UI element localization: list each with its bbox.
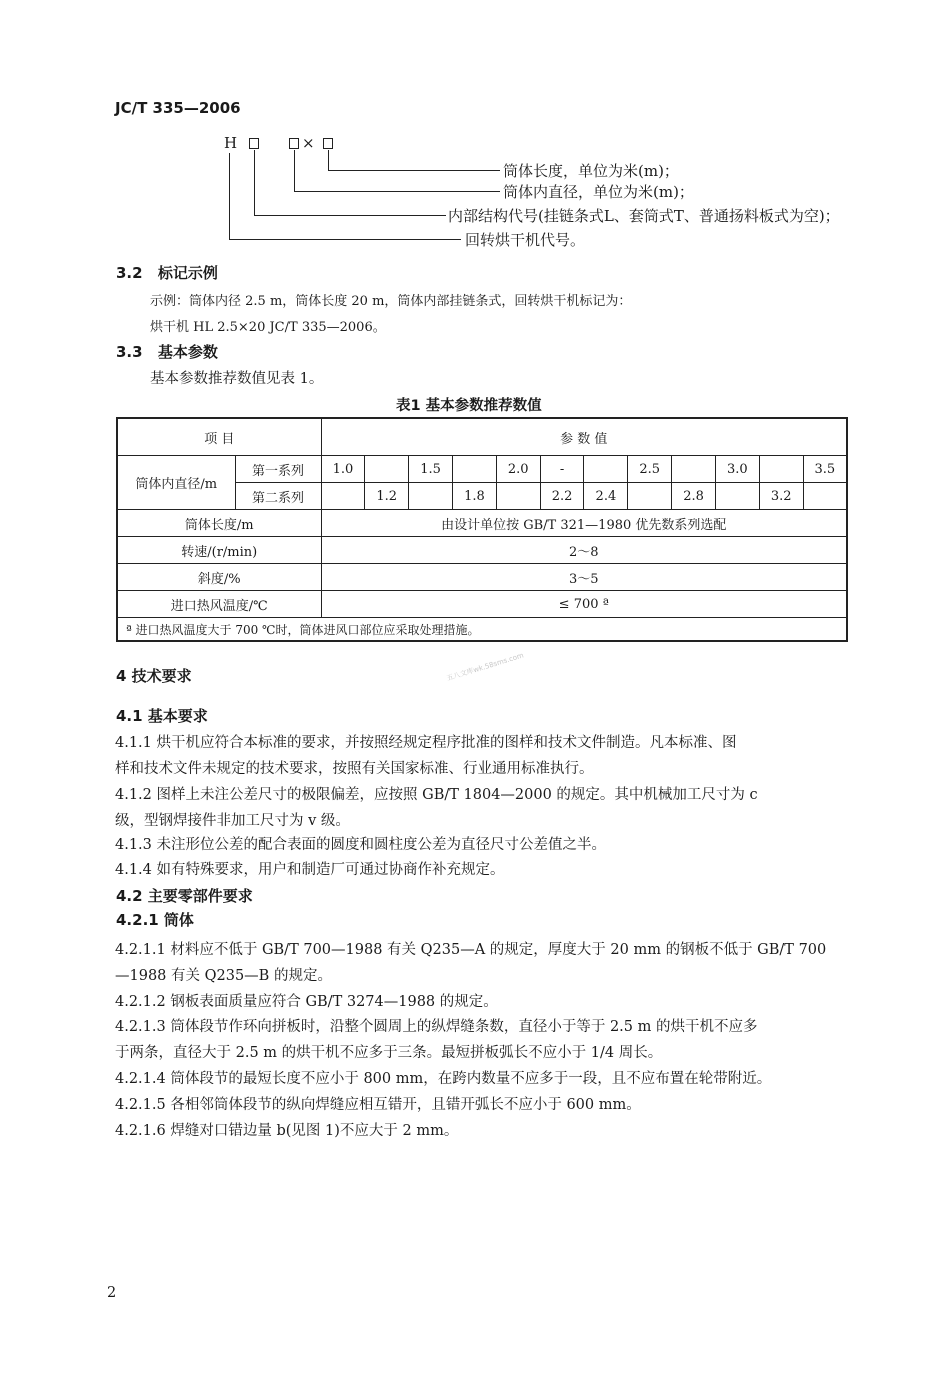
section-4-2-1-heading: 4.2.1 筒体 <box>116 911 194 929</box>
diagram-label-length: 筒体长度，单位为米(m)； <box>503 162 679 180</box>
table-header-value: 参 数 值 <box>321 418 847 456</box>
paragraph-line: 4.2.1.3 筒体段节作环向拼板时，沿整个圆周上的纵焊缝条数，直径小于等于 2.5 m 的烘干机不应多 <box>115 1019 758 1035</box>
paragraph-line: 级，型钢焊接件非加工尺寸为 v 级。 <box>115 813 350 829</box>
paragraph-line: 4.2.1.1 材料应不低于 GB/T 700—1988 有关 Q235—A 的规定，厚度大于 20 mm 的钢板不低于 GB/T 700 <box>115 942 827 958</box>
series2-cell <box>409 483 453 510</box>
series1-cell: - <box>540 456 584 483</box>
paragraph-line: —1988 有关 Q235—B 的规定。 <box>115 968 332 984</box>
series1-cell: 3.0 <box>715 456 759 483</box>
row-label-speed: 转速/(r/min) <box>117 537 321 564</box>
series1-label: 第一系列 <box>235 456 321 483</box>
diagram-cross: × <box>302 134 315 152</box>
section-number: 3.3 <box>116 343 143 361</box>
series1-cell: 2.5 <box>628 456 672 483</box>
series1-cell: 2.0 <box>496 456 540 483</box>
watermark: 五八文库wk.58sms.com <box>445 651 525 683</box>
series1-cell <box>759 456 803 483</box>
diagram-label-structure: 内部结构代号(挂链条式L、套筒式T、普通扬料板式为空)； <box>448 207 840 225</box>
section-4-1-heading: 4.1 基本要求 <box>116 707 208 725</box>
parameters-table <box>116 417 848 642</box>
row-label-slope: 斜度/% <box>117 564 321 591</box>
diagram-leader <box>254 150 255 216</box>
diagram-box-length <box>323 138 333 149</box>
paragraph-4-2-1-4: 4.2.1.4 筒体段节的最短长度不应小于 800 mm，在跨内数量不应多于一段，且不应布置在轮带附近。 <box>115 1071 772 1087</box>
section-number: 3.2 <box>116 264 143 282</box>
diagram-leader <box>254 215 446 216</box>
diagram-box-structure <box>249 138 259 149</box>
row-value-speed: 2～8 <box>321 537 847 564</box>
paragraph-4-2-1-1 <box>115 937 851 989</box>
paragraph-line: 4.1.1 烘干机应符合本标准的要求，并按照经规定程序批准的图样和技术文件制造。凡本标准、图 <box>115 735 737 751</box>
series1-cell: 1.0 <box>321 456 365 483</box>
diagram-leader <box>294 150 295 192</box>
paragraph-4-2-1-5: 4.2.1.5 各相邻筒体段节的纵向焊缝应相互错开，且错开弧长不应小于 600 mm。 <box>115 1097 641 1113</box>
paragraph-4-1-1 <box>115 730 851 782</box>
table-caption: 表1 基本参数推荐数值 <box>396 398 542 414</box>
paragraph-4-1-2 <box>115 782 851 834</box>
series1-cell <box>584 456 628 483</box>
diagram-leader <box>294 191 500 192</box>
diagram-label-machine: 回转烘干机代号。 <box>465 231 586 249</box>
series2-label: 第二系列 <box>235 483 321 510</box>
paragraph-line: 于两条，直径大于 2.5 m 的烘干机不应多于三条。最短拼板弧长不应小于 1/4 周长。 <box>115 1045 663 1061</box>
row-value-slope: 3～5 <box>321 564 847 591</box>
series2-cell <box>628 483 672 510</box>
diagram-symbol-h: H <box>224 134 238 152</box>
marking-example-text: 示例：筒体内径 2.5 m，筒体长度 20 m，筒体内部挂链条式，回转烘干机标记为： <box>150 294 632 309</box>
diagram-leader <box>328 150 329 171</box>
table-reference: 基本参数推荐数值见表 1。 <box>150 371 324 387</box>
series2-cell <box>803 483 847 510</box>
series2-cell: 2.8 <box>672 483 716 510</box>
section-3-3-heading <box>116 341 218 362</box>
paragraph-4-1-3: 4.1.3 未注形位公差的配合表面的圆度和圆柱度公差为直径尺寸公差值之半。 <box>115 837 607 853</box>
series2-cell: 2.4 <box>584 483 628 510</box>
marking-example: 烘干机 HL 2.5×20 JC/T 335—2006。 <box>150 320 386 335</box>
series2-cell <box>715 483 759 510</box>
section-4-2-heading: 4.2 主要零部件要求 <box>116 887 253 905</box>
series1-cell: 1.5 <box>409 456 453 483</box>
row-label-length: 筒体长度/m <box>117 510 321 537</box>
series1-cell <box>365 456 409 483</box>
diagram-leader <box>229 153 230 240</box>
diameter-label: 筒体内直径/m <box>117 456 235 510</box>
table-header-item: 项 目 <box>117 418 321 456</box>
series2-cell: 1.2 <box>365 483 409 510</box>
series1-cell <box>453 456 497 483</box>
series2-cell: 1.8 <box>453 483 497 510</box>
section-3-2-heading <box>116 262 218 283</box>
section-title: 基本参数 <box>157 343 218 361</box>
diagram-leader <box>328 170 500 171</box>
series2-cell: 3.2 <box>759 483 803 510</box>
series2-cell <box>321 483 365 510</box>
row-label-temperature: 进口热风温度/℃ <box>117 591 321 618</box>
row-value-length: 由设计单位按 GB/T 321—1980 优先数系列选配 <box>321 510 847 537</box>
page-number: 2 <box>107 1285 117 1301</box>
row-value-temperature: ≤ 700 ª <box>321 591 847 618</box>
paragraph-4-2-1-2: 4.2.1.2 钢板表面质量应符合 GB/T 3274—1988 的规定。 <box>115 994 498 1010</box>
paragraph-line: 样和技术文件未规定的技术要求，按照有关国家标准、行业通用标准执行。 <box>115 761 594 777</box>
diagram-label-diameter: 筒体内直径，单位为米(m)； <box>503 183 694 201</box>
diagram-box-diameter <box>289 138 299 149</box>
series2-cell <box>496 483 540 510</box>
series1-cell: 3.5 <box>803 456 847 483</box>
diagram-leader <box>229 239 461 240</box>
series2-cell: 2.2 <box>540 483 584 510</box>
paragraph-4-2-1-6: 4.2.1.6 焊缝对口错边量 b(见图 1)不应大于 2 mm。 <box>115 1123 459 1139</box>
paragraph-line: 4.1.2 图样上未注公差尺寸的极限偏差，应按照 GB/T 1804—2000 的规定。其中机械加工尺寸为 c <box>115 787 758 803</box>
standard-code: JC/T 335—2006 <box>115 99 241 117</box>
paragraph-4-2-1-3 <box>115 1014 851 1066</box>
section-4-heading: 4 技术要求 <box>116 667 192 685</box>
section-title: 标记示例 <box>157 264 218 282</box>
paragraph-4-1-4: 4.1.4 如有特殊要求，用户和制造厂可通过协商作补充规定。 <box>115 862 505 878</box>
table-footnote: ª 进口热风温度大于 700 ℃时，筒体进风口部位应采取处理措施。 <box>117 618 847 642</box>
series1-cell <box>672 456 716 483</box>
